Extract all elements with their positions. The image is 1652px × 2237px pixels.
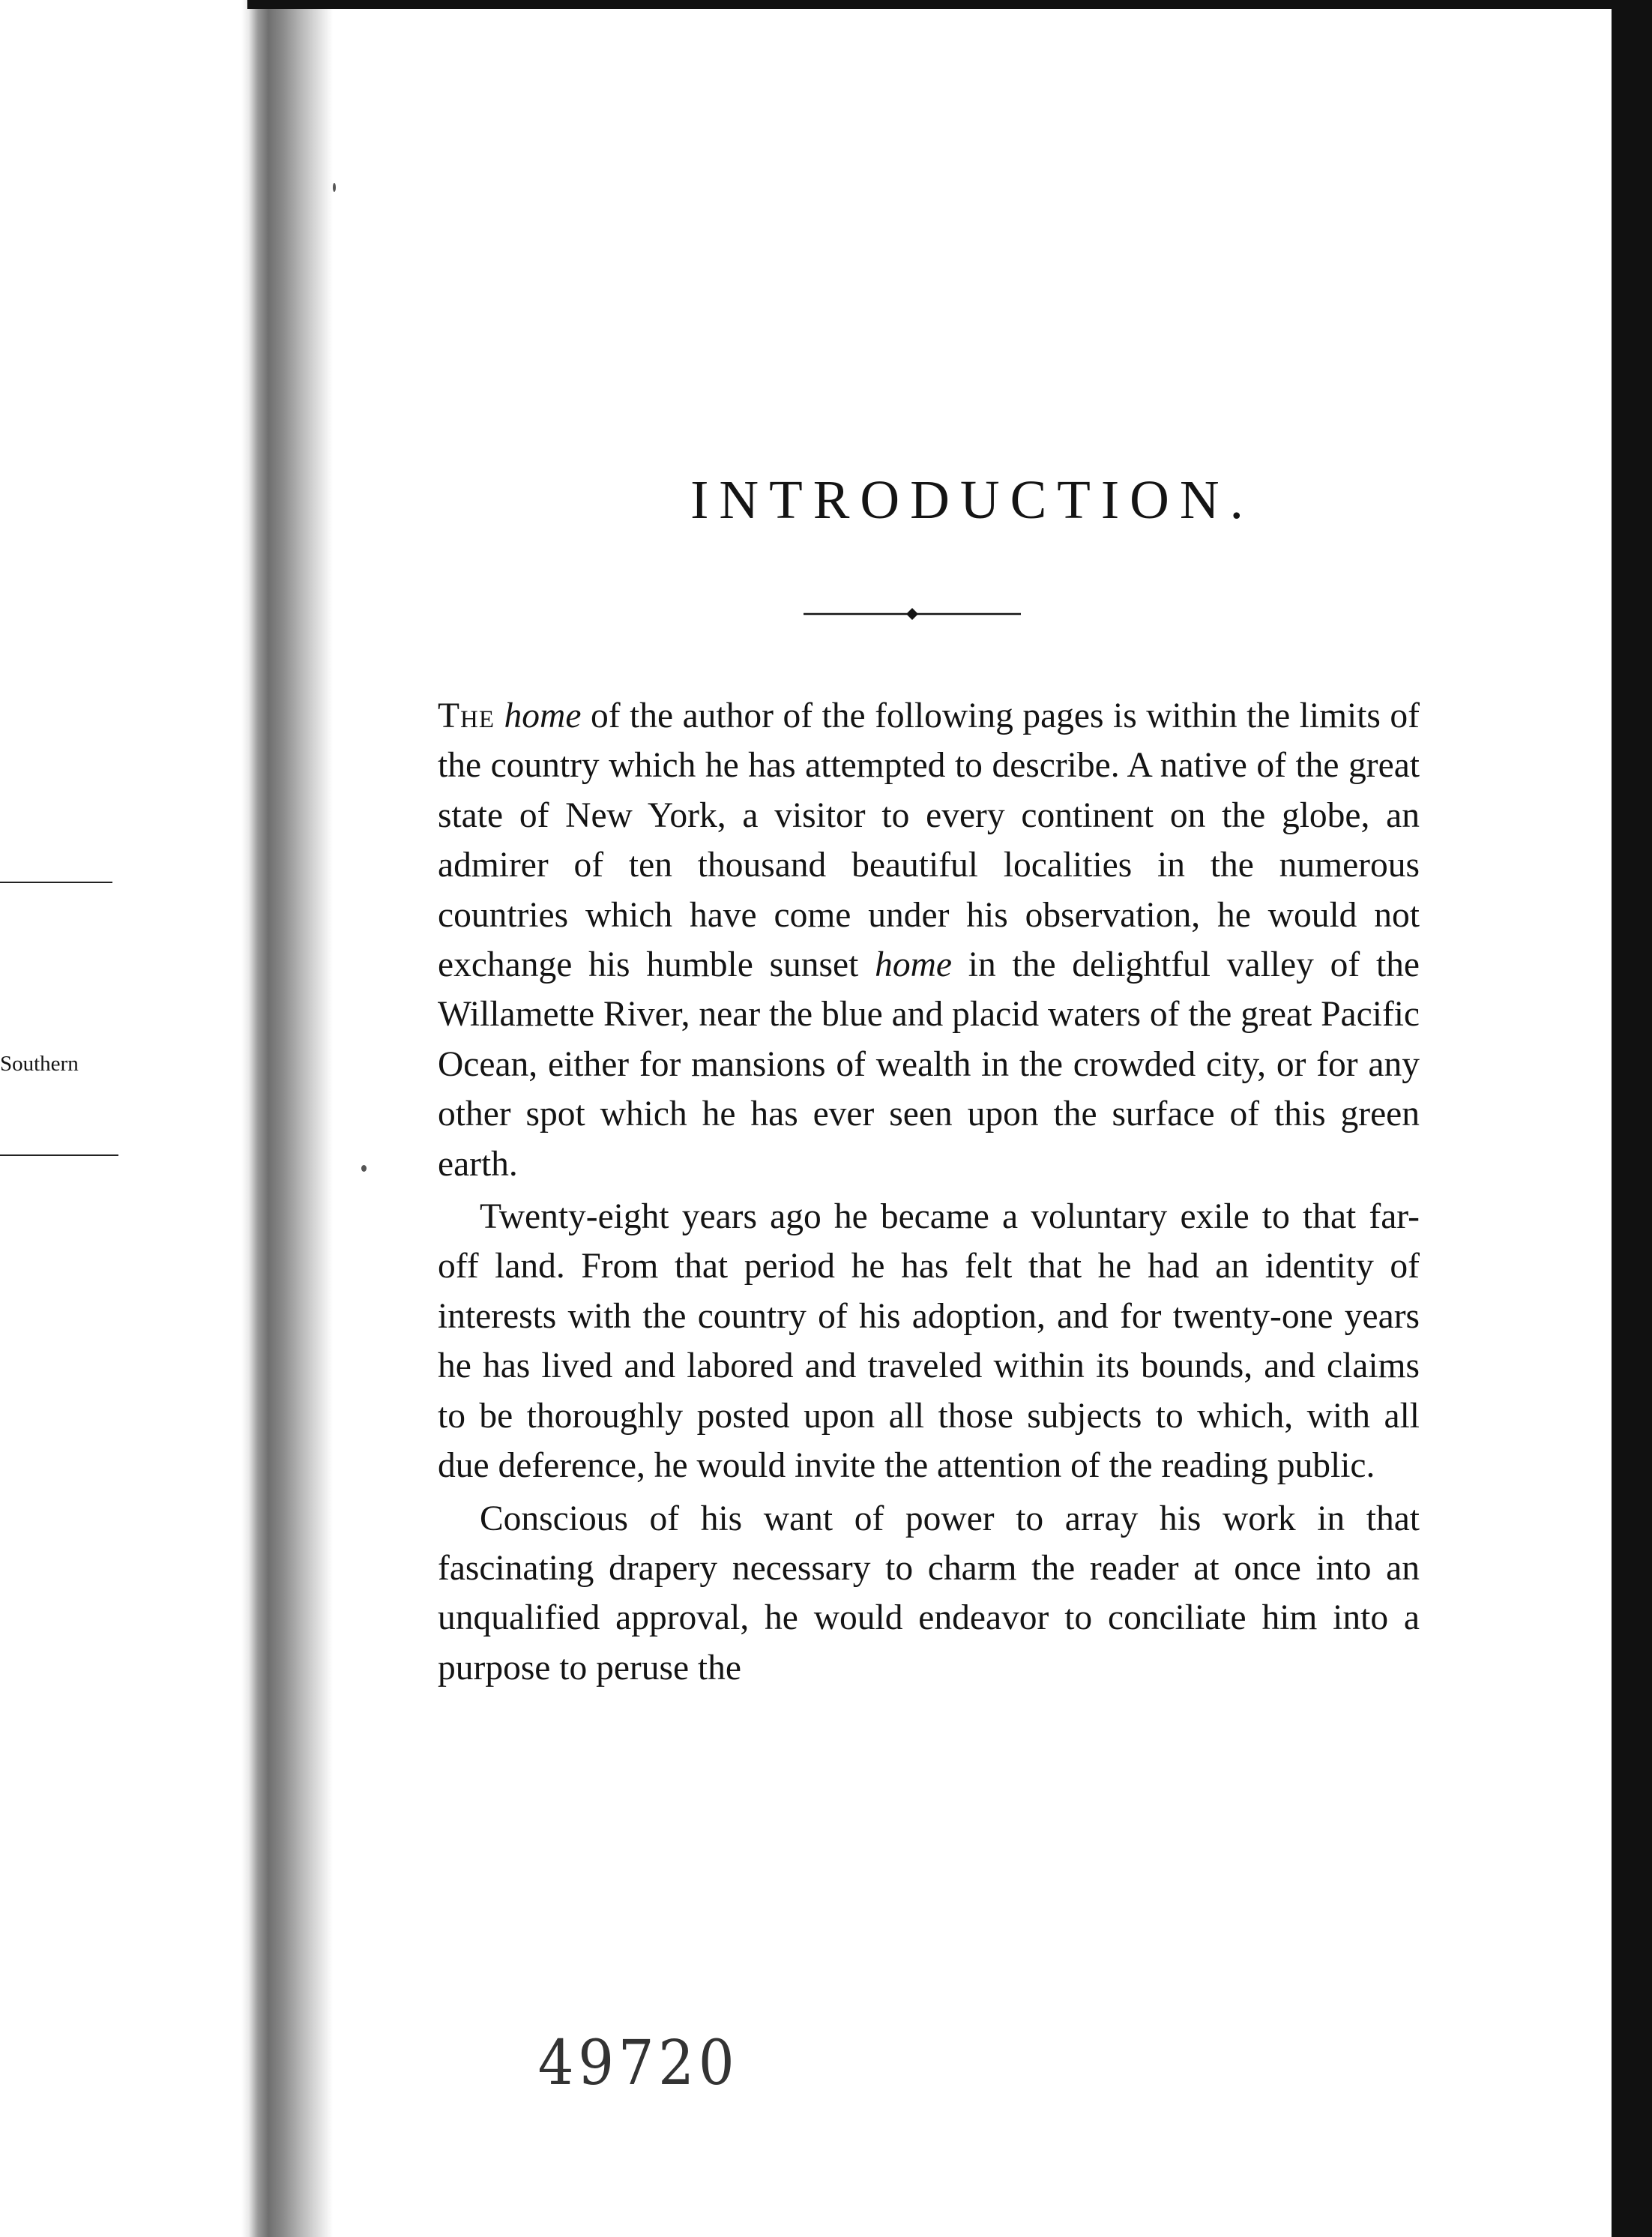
library-stamp-number: 49720 xyxy=(537,2028,739,2099)
binding-gutter xyxy=(241,0,333,2237)
paragraph-lead-word: The xyxy=(438,696,495,735)
left-facing-page xyxy=(0,0,241,2237)
scan-top-edge xyxy=(247,0,1652,9)
text-run: of the author of the following pages is within the limits of the country which he has attempted to describe. A native of the great state of New York, a visitor to every continent on the globe, an admirer of ten thousand beautiful localities in the numerous countries which have come under his observation, he would not exchange his humble sunset xyxy=(438,696,1420,985)
right-page xyxy=(333,0,1612,2237)
emphasized-text: home xyxy=(875,945,952,985)
emphasized-text: home xyxy=(504,696,582,735)
left-page-rule xyxy=(0,882,112,883)
text-run: Twenty-eight years ago he became a voluntary exile to that far-off land. From that period he has felt that he had an identity of interests with the country of his adoption, and for twenty-one years he has lived and labored and traveled within its bounds, and claims to be thoroughly posted upon all those subjects to which, with all due deference, he would invite the attention of the reading public. xyxy=(438,1197,1420,1486)
title-ornament-rule xyxy=(804,605,1021,623)
text-run: Conscious of his want of power to array his work in that fascinating drapery necessary to charm the reader at once into an unqualified approval, he would endeavor to conciliate him into a purpose to peruse the xyxy=(438,1499,1420,1687)
body-paragraph xyxy=(438,1192,1420,1490)
left-page-rule xyxy=(0,1154,118,1156)
body-paragraph xyxy=(438,1494,1420,1693)
page-title: INTRODUCTION. xyxy=(690,469,1254,530)
ink-speck xyxy=(333,183,336,192)
text-run xyxy=(495,696,504,735)
left-page-fragment: Southern xyxy=(0,1052,79,1076)
text-run: in the delightful valley of the Willamette River, near the blue and placid waters of the great Pacific Ocean, either for mansions of wealth in the crowded city, or for any other spot which he has ever seen upon the surface of this green earth. xyxy=(438,945,1420,1184)
body-paragraph xyxy=(438,691,1420,1189)
ink-speck xyxy=(361,1165,367,1172)
scan-right-edge xyxy=(1612,0,1652,2237)
body-text xyxy=(438,691,1420,1693)
